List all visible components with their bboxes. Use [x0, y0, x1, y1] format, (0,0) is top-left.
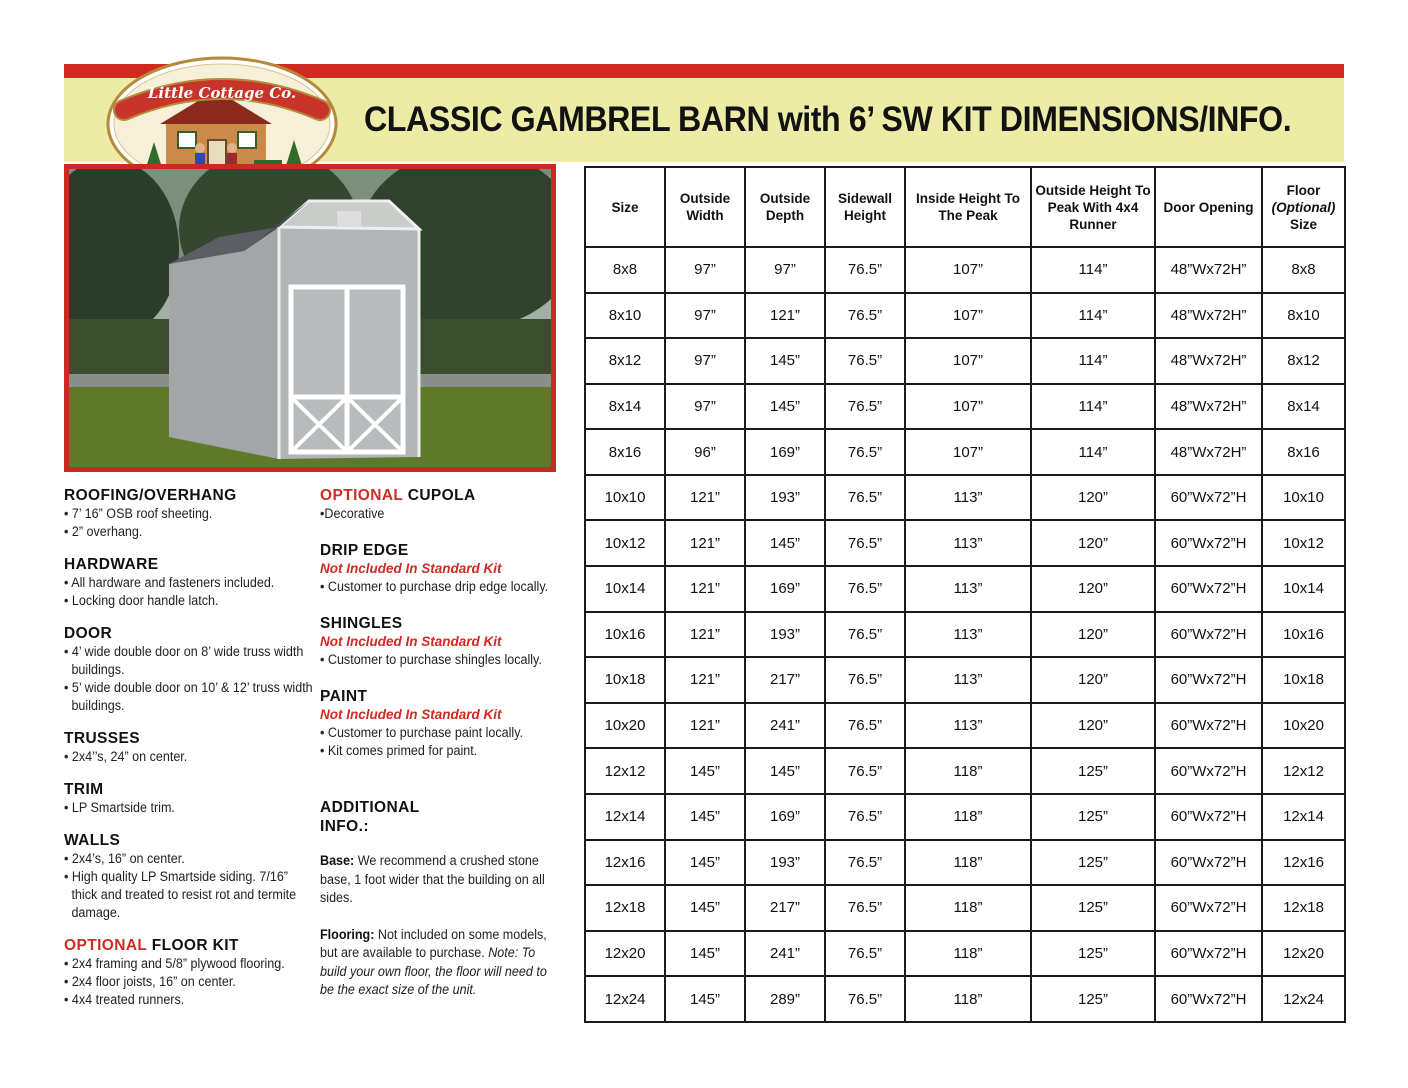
- table-cell: 76.5”: [825, 976, 905, 1022]
- table-cell: 12x18: [1262, 885, 1345, 931]
- section-heading: ROOFING/OVERHANG: [64, 487, 237, 504]
- floor-header-line3: Size: [1289, 216, 1317, 232]
- table-cell: 12x20: [1262, 931, 1345, 977]
- section-heading: DRIP EDGE: [320, 542, 409, 559]
- table-cell: 76.5”: [825, 247, 905, 293]
- section-floor-kit: [64, 936, 314, 1009]
- table-cell: 8x14: [585, 384, 665, 430]
- list-item: • Customer to purchase drip edge locally.: [320, 579, 549, 594]
- table-row: [585, 657, 1345, 703]
- table-cell: 145”: [665, 794, 745, 840]
- table-cell: 12x14: [1262, 794, 1345, 840]
- table-cell: 145”: [745, 748, 825, 794]
- table-cell: 289”: [745, 976, 825, 1022]
- section-heading: SHINGLES: [320, 615, 403, 632]
- table-cell: 76.5”: [825, 429, 905, 475]
- table-cell: 8x16: [585, 429, 665, 475]
- table-cell: 120”: [1031, 657, 1155, 703]
- table-cell: 8x14: [1262, 384, 1345, 430]
- table-row: [585, 612, 1345, 658]
- table-cell: 8x10: [585, 293, 665, 339]
- section-paint: [320, 687, 560, 760]
- col-header-size: Size: [585, 167, 665, 247]
- table-cell: 217”: [745, 657, 825, 703]
- base-text: We recommend a crushed stone base, 1 foot wider that the building on all sides.: [320, 853, 545, 905]
- table-row: [585, 840, 1345, 886]
- table-cell: 60”Wx72”H: [1155, 657, 1262, 703]
- col-header-door-opening: Door Opening: [1155, 167, 1262, 247]
- table-cell: 48”Wx72H”: [1155, 247, 1262, 293]
- table-cell: 76.5”: [825, 657, 905, 703]
- table-cell: 114”: [1031, 293, 1155, 339]
- section-hardware: [64, 555, 314, 610]
- table-cell: 10x20: [585, 703, 665, 749]
- table-cell: 76.5”: [825, 293, 905, 339]
- table-cell: 76.5”: [825, 931, 905, 977]
- section-heading: ADDITIONAL INFO.:: [320, 799, 420, 835]
- table-cell: 12x20: [585, 931, 665, 977]
- section-heading: TRUSSES: [64, 730, 141, 747]
- table-cell: 10x12: [1262, 520, 1345, 566]
- table-cell: 60”Wx72”H: [1155, 840, 1262, 886]
- table-cell: 10x10: [585, 475, 665, 521]
- list-item: • 2x4 floor joists, 16” on center.: [64, 974, 236, 989]
- list-item: • 2x4’s, 16” on center.: [64, 851, 185, 866]
- table-row: [585, 885, 1345, 931]
- product-photo-frame: [64, 164, 556, 472]
- table-cell: 10x10: [1262, 475, 1345, 521]
- table-cell: 60”Wx72”H: [1155, 976, 1262, 1022]
- table-row: [585, 931, 1345, 977]
- table-cell: 10x12: [585, 520, 665, 566]
- table-cell: 125”: [1031, 931, 1155, 977]
- list-item: • All hardware and fasteners included.: [64, 575, 275, 590]
- table-cell: 125”: [1031, 748, 1155, 794]
- table-row: [585, 429, 1345, 475]
- table-cell: 113”: [905, 612, 1031, 658]
- table-cell: 241”: [745, 931, 825, 977]
- table-cell: 76.5”: [825, 885, 905, 931]
- table-cell: 217”: [745, 885, 825, 931]
- list-item: • 2x4 framing and 5/8” plywood flooring.: [64, 956, 285, 971]
- not-included-note: Not Included In Standard Kit: [320, 561, 502, 576]
- dimensions-table: [584, 166, 1346, 1023]
- list-item: • LP Smartside trim.: [64, 800, 175, 815]
- table-cell: 60”Wx72”H: [1155, 475, 1262, 521]
- table-cell: 76.5”: [825, 612, 905, 658]
- table-cell: 193”: [745, 612, 825, 658]
- table-cell: 97”: [745, 247, 825, 293]
- table-cell: 107”: [905, 247, 1031, 293]
- table-body: [585, 247, 1345, 1022]
- table-cell: 60”Wx72”H: [1155, 794, 1262, 840]
- table-cell: 145”: [665, 748, 745, 794]
- table-cell: 76.5”: [825, 338, 905, 384]
- table-row: [585, 520, 1345, 566]
- table-row: [585, 475, 1345, 521]
- table-cell: 8x12: [1262, 338, 1345, 384]
- table-cell: 97”: [665, 384, 745, 430]
- table-cell: 76.5”: [825, 520, 905, 566]
- table-cell: 60”Wx72”H: [1155, 748, 1262, 794]
- col-header-floor-size: [1262, 167, 1345, 247]
- table-cell: 114”: [1031, 384, 1155, 430]
- table-cell: 10x20: [1262, 703, 1345, 749]
- section-heading: [320, 486, 560, 505]
- table-cell: 113”: [905, 566, 1031, 612]
- table-cell: 48”Wx72H”: [1155, 293, 1262, 339]
- page-title: CLASSIC GAMBREL BARN with 6’ SW KIT DIMENSIONS/INFO.: [364, 100, 1292, 139]
- section-cupola: [320, 486, 560, 523]
- table-cell: 10x18: [1262, 657, 1345, 703]
- section-drip-edge: [320, 541, 560, 596]
- table-cell: 48”Wx72H”: [1155, 429, 1262, 475]
- table-cell: 12x24: [585, 976, 665, 1022]
- table-cell: 121”: [665, 657, 745, 703]
- table-cell: 121”: [665, 703, 745, 749]
- table-cell: 107”: [905, 429, 1031, 475]
- list-item: • Customer to purchase shingles locally.: [320, 652, 542, 667]
- table-cell: 107”: [905, 293, 1031, 339]
- table-cell: 8x10: [1262, 293, 1345, 339]
- floor-header-line1: Floor: [1286, 182, 1321, 198]
- section-heading-text: FLOOR KIT: [151, 937, 239, 954]
- section-shingles: [320, 614, 560, 669]
- table-row: [585, 384, 1345, 430]
- table-cell: 120”: [1031, 566, 1155, 612]
- list-item: • 2” overhang.: [64, 524, 143, 539]
- table-row: [585, 247, 1345, 293]
- table-row: [585, 794, 1345, 840]
- table-cell: 48”Wx72H”: [1155, 384, 1262, 430]
- table-cell: 120”: [1031, 612, 1155, 658]
- table-cell: 121”: [745, 293, 825, 339]
- table-cell: 113”: [905, 657, 1031, 703]
- list-item: • 4x4 treated runners.: [64, 992, 185, 1007]
- table-cell: 120”: [1031, 520, 1155, 566]
- section-additional-info: [320, 798, 560, 1000]
- list-item: • 7’ 16” OSB roof sheeting.: [64, 506, 213, 521]
- table-cell: 120”: [1031, 475, 1155, 521]
- col-header-sidewall-height: Sidewall Height: [825, 167, 905, 247]
- table-row: [585, 748, 1345, 794]
- table-cell: 76.5”: [825, 748, 905, 794]
- table-row: [585, 703, 1345, 749]
- section-trim: [64, 780, 314, 817]
- table-cell: 125”: [1031, 885, 1155, 931]
- table-cell: 113”: [905, 703, 1031, 749]
- table-cell: 113”: [905, 520, 1031, 566]
- table-cell: 8x8: [585, 247, 665, 293]
- col-header-outside-width: Outside Width: [665, 167, 745, 247]
- table-cell: 10x14: [585, 566, 665, 612]
- table-cell: 125”: [1031, 794, 1155, 840]
- section-heading: PAINT: [320, 688, 368, 705]
- table-cell: 8x8: [1262, 247, 1345, 293]
- table-cell: 10x14: [1262, 566, 1345, 612]
- features-mid-column: [320, 486, 560, 1014]
- table-cell: 145”: [665, 931, 745, 977]
- table-cell: 241”: [745, 703, 825, 749]
- table-row: [585, 293, 1345, 339]
- table-cell: 113”: [905, 475, 1031, 521]
- table-cell: 169”: [745, 794, 825, 840]
- base-label: Base:: [320, 853, 355, 868]
- table-cell: 118”: [905, 794, 1031, 840]
- optional-tag: OPTIONAL: [64, 937, 148, 954]
- list-item: • Locking door handle latch.: [64, 593, 219, 608]
- table-cell: 145”: [745, 520, 825, 566]
- table-cell: 60”Wx72”H: [1155, 703, 1262, 749]
- table-row: [585, 976, 1345, 1022]
- col-header-outside-height: Outside Height To Peak With 4x4 Runner: [1031, 167, 1155, 247]
- flooring-text: Not included on some models, but are available to purchase.: [320, 926, 547, 960]
- table-cell: 12x16: [585, 840, 665, 886]
- section-heading: [64, 936, 314, 955]
- table-row: [585, 338, 1345, 384]
- table-cell: 107”: [905, 338, 1031, 384]
- table-cell: 193”: [745, 475, 825, 521]
- base-paragraph: [320, 852, 559, 908]
- table-header-row: [585, 167, 1345, 247]
- table-cell: 114”: [1031, 247, 1155, 293]
- section-roofing: [64, 486, 314, 541]
- list-item: • 2x4’’s, 24” on center.: [64, 749, 188, 764]
- table-cell: 10x16: [585, 612, 665, 658]
- col-header-outside-depth: Outside Depth: [745, 167, 825, 247]
- table-cell: 97”: [665, 247, 745, 293]
- table-cell: 193”: [745, 840, 825, 886]
- not-included-note: Not Included In Standard Kit: [320, 634, 502, 649]
- table-cell: 60”Wx72”H: [1155, 520, 1262, 566]
- section-walls: [64, 831, 314, 922]
- table-cell: 169”: [745, 429, 825, 475]
- table-cell: 8x16: [1262, 429, 1345, 475]
- table-cell: 114”: [1031, 338, 1155, 384]
- flooring-label: Flooring:: [320, 926, 375, 942]
- section-heading: TRIM: [64, 781, 104, 798]
- table-cell: 60”Wx72”H: [1155, 612, 1262, 658]
- logo-text: Little Cottage Co.: [147, 84, 297, 102]
- table-cell: 96”: [665, 429, 745, 475]
- list-item: • High quality LP Smartside siding. 7/16” thick and treated to resist rot and termite damage.: [64, 869, 297, 920]
- table-cell: 12x16: [1262, 840, 1345, 886]
- table-cell: 97”: [665, 338, 745, 384]
- list-item: • Customer to purchase paint locally.: [320, 725, 524, 740]
- table-cell: 118”: [905, 748, 1031, 794]
- table-cell: 121”: [665, 520, 745, 566]
- table-cell: 60”Wx72”H: [1155, 931, 1262, 977]
- not-included-note: Not Included In Standard Kit: [320, 707, 502, 722]
- table-cell: 118”: [905, 976, 1031, 1022]
- table-cell: 12x12: [1262, 748, 1345, 794]
- table-cell: 120”: [1031, 703, 1155, 749]
- table-cell: 12x24: [1262, 976, 1345, 1022]
- table-cell: 10x18: [585, 657, 665, 703]
- list-item: • Kit comes primed for paint.: [320, 743, 478, 758]
- table-cell: 125”: [1031, 840, 1155, 886]
- features-left-column: [64, 486, 314, 1023]
- section-heading-text: CUPOLA: [407, 487, 476, 504]
- table-cell: 145”: [665, 976, 745, 1022]
- table-cell: 97”: [665, 293, 745, 339]
- table-cell: 145”: [665, 840, 745, 886]
- table-row: [585, 566, 1345, 612]
- col-header-inside-height: Inside Height To The Peak: [905, 167, 1031, 247]
- table-cell: 121”: [665, 475, 745, 521]
- section-trusses: [64, 729, 314, 766]
- table-cell: 121”: [665, 566, 745, 612]
- table-cell: 12x18: [585, 885, 665, 931]
- table-cell: 76.5”: [825, 475, 905, 521]
- flooring-paragraph: [320, 926, 559, 1000]
- table-cell: 10x16: [1262, 612, 1345, 658]
- shed-photo: [69, 169, 551, 467]
- list-item: • 4’ wide double door on 8’ wide truss width buildings.: [64, 644, 304, 677]
- table-cell: 12x14: [585, 794, 665, 840]
- table-cell: 76.5”: [825, 384, 905, 430]
- table-cell: 118”: [905, 840, 1031, 886]
- section-heading: DOOR: [64, 625, 113, 642]
- section-heading: WALLS: [64, 832, 121, 849]
- table-cell: 60”Wx72”H: [1155, 566, 1262, 612]
- table-cell: 121”: [665, 612, 745, 658]
- table-cell: 76.5”: [825, 566, 905, 612]
- table-cell: 76.5”: [825, 794, 905, 840]
- list-item: •Decorative: [320, 506, 385, 521]
- list-item: • 5’ wide double door on 10’ & 12’ truss width buildings.: [64, 680, 313, 713]
- table-cell: 12x12: [585, 748, 665, 794]
- table-cell: 118”: [905, 931, 1031, 977]
- section-door: [64, 624, 314, 715]
- table-cell: 8x12: [585, 338, 665, 384]
- table-cell: 114”: [1031, 429, 1155, 475]
- table-cell: 145”: [745, 338, 825, 384]
- table-cell: 169”: [745, 566, 825, 612]
- table-cell: 118”: [905, 885, 1031, 931]
- table-cell: 145”: [745, 384, 825, 430]
- table-cell: 60”Wx72”H: [1155, 885, 1262, 931]
- optional-tag: OPTIONAL: [320, 487, 404, 504]
- table-cell: 76.5”: [825, 840, 905, 886]
- table-cell: 107”: [905, 384, 1031, 430]
- flooring-note: Note: To build your own floor, the floor will need to be the exact size of the unit.: [320, 945, 547, 997]
- table-cell: 48”Wx72H”: [1155, 338, 1262, 384]
- table-cell: 76.5”: [825, 703, 905, 749]
- section-heading: HARDWARE: [64, 556, 159, 573]
- floor-header-optional: (Optional): [1271, 199, 1336, 215]
- table-cell: 125”: [1031, 976, 1155, 1022]
- table-cell: 145”: [665, 885, 745, 931]
